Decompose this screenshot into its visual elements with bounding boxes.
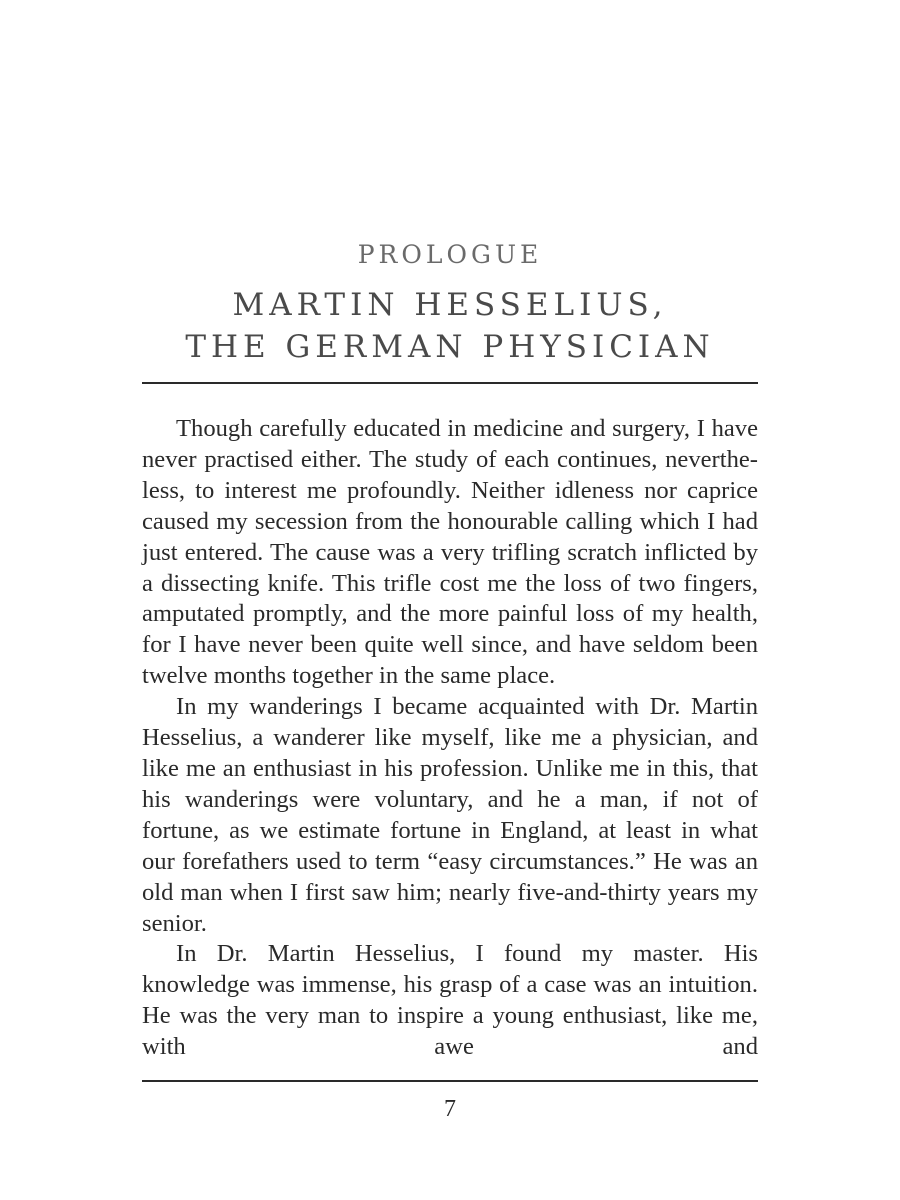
chapter-title-line-1: MARTIN HESSELIUS, <box>232 287 668 323</box>
chapter-title-line-2: THE GERMAN PHYSICIAN <box>185 329 715 365</box>
page-number: 7 <box>444 1096 456 1122</box>
paragraph-2: In my wanderings I became acquainted with Dr. Martin Hesselius, a wanderer like myself, like me a physician, and like me an enthusiast in his profession. Unlike me in this, that his wanderings were voluntary, and he a man, if not of fortune, as we estimate fortune in England, at least in what our forefathers used to term “easy circumstances.” He was an old man when I first saw him; nearly five-and-thirty years my senior. <box>142 693 758 937</box>
body-text <box>142 414 758 1063</box>
paragraph-3: In Dr. Martin Hesselius, I found my master. His knowledge was immense, his grasp of a case was an intuition. He was the very man to inspire a young enthusiast, like me, with awe and <box>142 940 758 1061</box>
chapter-title <box>0 284 900 368</box>
top-divider <box>142 382 758 384</box>
paragraph-1: Though carefully educated in medicine and surgery, I have never practised either. The study of each continues, nevertheless, to interest me profoundly. Neither idleness nor caprice caused my secession from the honourable calling which I had just entered. The cause was a very trifling scratch inflicted by a dissecting knife. This trifle cost me the loss of two fingers, amputated promptly, and the more painful loss of my health, for I have never been quite well since, and have seldom been twelve months together in the same place. <box>142 415 758 690</box>
section-label: PROLOGUE <box>357 240 543 269</box>
bottom-divider <box>142 1080 758 1082</box>
